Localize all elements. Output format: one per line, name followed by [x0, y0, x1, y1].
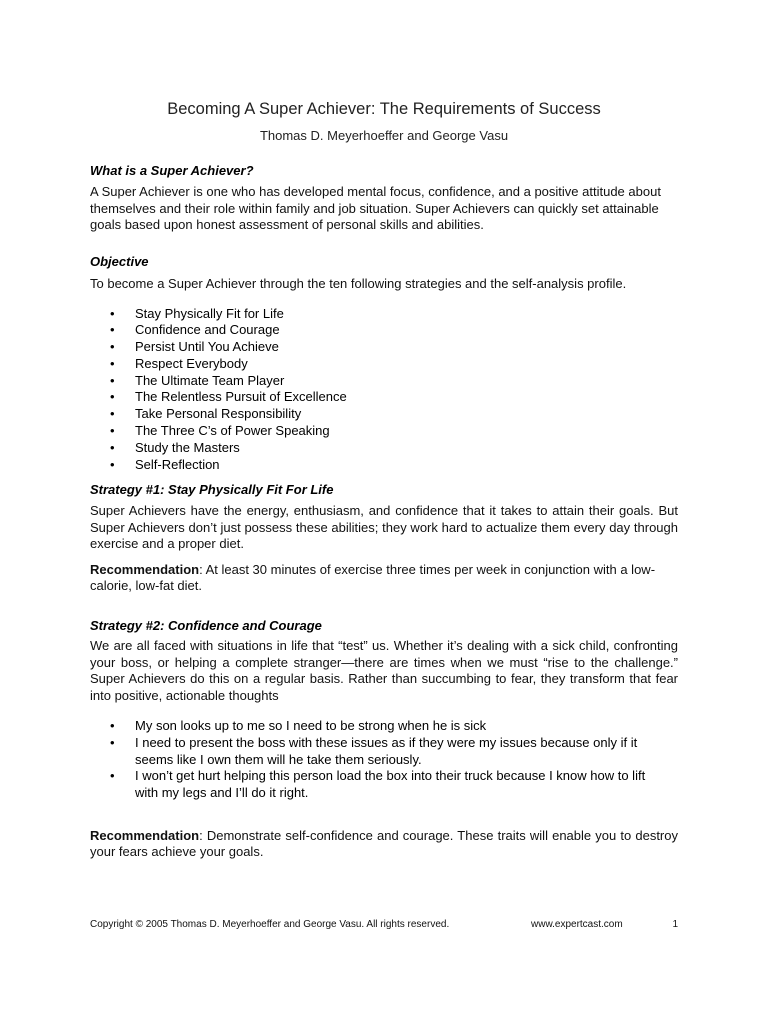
- page-number: 1: [672, 919, 678, 930]
- section-body: A Super Achiever is one who has developed mental focus, confidence, and a positive attitude about themselves and their role within family and job situation. Super Achievers can quickly set attainable goals based upon honest assessment of personal skills and abilities.: [90, 184, 661, 232]
- recommendation: [90, 828, 678, 861]
- list-item: • Respect Everybody: [110, 355, 248, 371]
- bullet-icon: •: [110, 305, 115, 321]
- bullet-icon: •: [110, 322, 115, 338]
- section-heading: Objective: [90, 254, 149, 269]
- section-body: To become a Super Achiever through the ten following strategies and the self-analysis profile.: [90, 276, 627, 291]
- section-heading: What is a Super Achiever?: [90, 163, 254, 178]
- list-item: • Study the Masters: [110, 439, 240, 455]
- bullet-icon: •: [110, 768, 115, 784]
- bullet-icon: •: [110, 439, 115, 455]
- bullet-icon: •: [110, 456, 115, 472]
- bullet-icon: •: [110, 734, 115, 750]
- list-item: • Take Personal Responsibility: [110, 406, 302, 422]
- recommendation-label: Recommendation: [90, 561, 200, 577]
- document-title: Becoming A Super Achiever: The Requirements of Success: [167, 100, 601, 118]
- list-item: • Persist Until You Achieve: [110, 339, 279, 355]
- copyright-notice: Copyright © 2005 Thomas D. Meyerhoeffer and George Vasu. All rights reserved.: [90, 919, 450, 930]
- document-authors: Thomas D. Meyerhoeffer and George Vasu: [259, 128, 509, 143]
- list-item: • I need to present the boss with these issues as if they were my issues because only if it seems like I own them will he take them seriously.: [110, 734, 638, 767]
- thought-list: [90, 718, 678, 802]
- section-body: We are all faced with situations in life that “test” us. Whether it’s dealing with a sick child, confronting your boss, or helping a complete stranger—there are times when we must “rise to the challenge.” Super Achievers do this on a regular basis. Rather than succumbing to fear, they transform that fear into positive, actionable thoughts: [90, 638, 678, 703]
- website-link[interactable]: www.expertcast.com: [531, 919, 623, 930]
- list-item: • The Relentless Pursuit of Excellence: [110, 389, 347, 405]
- section-strategy-2: [90, 618, 678, 861]
- bullet-icon: •: [110, 423, 115, 439]
- bullet-icon: •: [110, 406, 115, 422]
- bullet-icon: •: [110, 718, 115, 733]
- section-body: Super Achievers have the energy, enthusiasm, and confidence that it takes to attain their goals. But Super Achievers don’t just possess these abilities; they work hard to actualize them every day through exercise and a proper diet.: [90, 503, 678, 551]
- section-heading: Strategy #1: Stay Physically Fit For Life: [90, 482, 334, 497]
- section-heading: Strategy #2: Confidence and Courage: [90, 618, 322, 633]
- recommendation-text: : Demonstrate self-confidence and courage. These traits will enable you to destroy your fears achieve your goals.: [90, 827, 678, 860]
- bullet-icon: •: [110, 355, 115, 371]
- section-what: [90, 163, 678, 234]
- list-item: • The Three C’s of Power Speaking: [110, 423, 330, 439]
- section-objective: [90, 254, 678, 473]
- recommendation-label: Recommendation: [90, 827, 200, 843]
- recommendation-text: : At least 30 minutes of exercise three times per week in conjunction with a low-calorie, low-fat diet.: [90, 561, 656, 593]
- list-item: • I won’t get hurt helping this person load the box into their truck because I know how to lift with my legs and I’ll do it right.: [110, 768, 646, 801]
- section-strategy-1: [90, 482, 678, 595]
- bullet-icon: •: [110, 372, 115, 388]
- list-item: • The Ultimate Team Player: [110, 372, 285, 388]
- list-item: • Self-Reflection: [110, 456, 220, 472]
- bullet-icon: •: [110, 339, 115, 355]
- bullet-icon: •: [110, 389, 115, 405]
- list-item: • My son looks up to me so I need to be strong when he is sick: [110, 718, 487, 733]
- list-item: • Stay Physically Fit for Life: [110, 305, 284, 321]
- recommendation: [90, 562, 678, 595]
- strategy-list: [90, 306, 678, 474]
- list-item: • Confidence and Courage: [110, 322, 280, 338]
